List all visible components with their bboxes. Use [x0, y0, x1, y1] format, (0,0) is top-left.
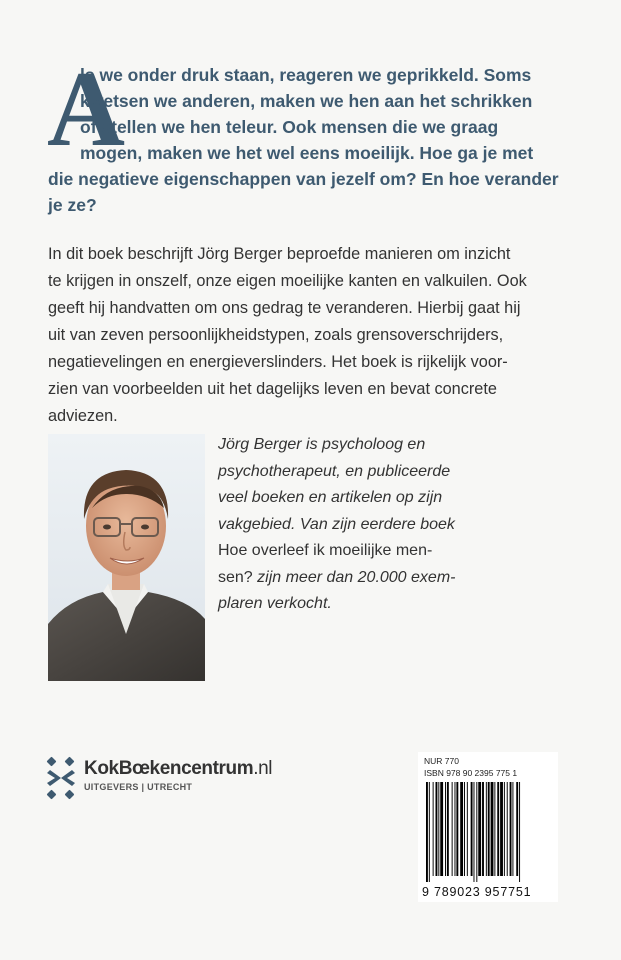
barcode-bar	[482, 782, 484, 876]
publisher-name-main: KokBœkencentrum	[84, 758, 254, 779]
publisher-subtitle: UITGEVERS | UTRECHT	[84, 782, 193, 792]
barcode-bar	[438, 782, 439, 876]
barcode-bar	[426, 782, 428, 882]
barcode-bar	[460, 782, 463, 876]
publisher-logo	[46, 754, 326, 804]
barcode-bar	[516, 782, 518, 876]
barcode-bar	[519, 782, 520, 882]
bio-line: Jörg Berger is psycholoog en	[218, 436, 426, 453]
intro-line: kwetsen we anderen, maken we hen aan het schrikken	[80, 91, 533, 111]
barcode-bar	[474, 782, 475, 882]
barcode-bar	[500, 782, 503, 876]
barcode-bar	[507, 782, 508, 876]
barcode-bar	[497, 782, 499, 876]
barcode-bar	[436, 782, 438, 876]
bio-line: veel boeken en artikelen op zijn	[218, 489, 443, 506]
author-bio	[218, 432, 578, 618]
barcode-bar	[478, 782, 481, 876]
description-line: In dit boek beschrijft Jörg Berger beproefde manieren om inzicht	[48, 245, 511, 263]
intro-line: die negatieve eigenschappen van jezelf om? En hoe verander	[48, 169, 559, 189]
description-line: uit van zeven persoonlijkheidstypen, zoals grensoverschrijders,	[48, 326, 504, 344]
description-paragraph	[48, 241, 588, 430]
intro-paragraph	[47, 50, 578, 218]
barcode-bar	[504, 782, 505, 876]
barcode-bar	[491, 782, 494, 876]
barcode-bar	[440, 782, 443, 876]
publisher-logo-icon	[46, 754, 76, 802]
barcode-bar	[429, 782, 430, 882]
barcode-bar	[455, 782, 456, 876]
publisher-name	[84, 758, 272, 780]
barcode-bar	[486, 782, 487, 876]
barcode-bar	[476, 782, 477, 882]
book-title-line: Hoe overleef ik moeilijke men-	[218, 542, 433, 559]
intro-line: je ze?	[48, 195, 97, 215]
bio-line: psychotherapeut, en publiceerde	[218, 462, 451, 480]
publisher-name-suffix: .nl	[253, 758, 273, 779]
description-line: geeft hij handvatten om ons gedrag te veranderen. Hierbij gaat hij	[48, 299, 521, 317]
barcode-bar	[467, 782, 468, 876]
barcode-bars	[424, 782, 552, 882]
bio-line: plaren verkocht.	[218, 595, 332, 612]
description-line: adviezen.	[48, 407, 118, 425]
barcode-bar	[512, 782, 513, 876]
barcode-bar	[510, 782, 512, 876]
book-title-end: sen?	[218, 568, 253, 586]
bio-line: vakgebied. Van zijn eerdere boek	[218, 515, 455, 533]
barcode-bar	[456, 782, 458, 876]
barcode-bar	[447, 782, 449, 876]
intro-line: of stellen we hen teleur. Ook mensen die we graag	[80, 117, 499, 137]
bio-line: zijn meer dan 20.000 exem-	[252, 568, 456, 586]
intro-line: ls we onder druk staan, reageren we geprikkeld. Soms	[80, 65, 532, 85]
intro-line: mogen, maken we het wel eens moeilijk. Hoe ga je met	[80, 143, 534, 163]
description-line: zien van voorbeelden uit het dagelijks leven en bevat concrete	[48, 380, 497, 398]
author-photo	[48, 434, 205, 681]
isbn-number: ISBN 978 90 2395 775 1	[424, 768, 518, 778]
barcode-bar	[464, 782, 465, 876]
barcode-bar	[488, 782, 490, 876]
description-line: negatievelingen en energieverslinders. Het boek is rijkelijk voor-	[48, 353, 508, 371]
barcode-bar	[433, 782, 434, 876]
description-line: te krijgen in onszelf, onze eigen moeilijke kanten en valkuilen. Ook	[48, 272, 527, 290]
drop-cap: A	[47, 50, 125, 169]
barcode-bar	[445, 782, 446, 876]
barcode-panel	[418, 752, 558, 902]
barcode-number: 9 789023 957751	[422, 885, 532, 899]
barcode-bar	[494, 782, 495, 876]
barcode-bar	[471, 782, 473, 876]
author-portrait-illustration	[48, 434, 205, 681]
nur-code: NUR 770	[424, 756, 459, 766]
barcode-bar	[452, 782, 453, 876]
